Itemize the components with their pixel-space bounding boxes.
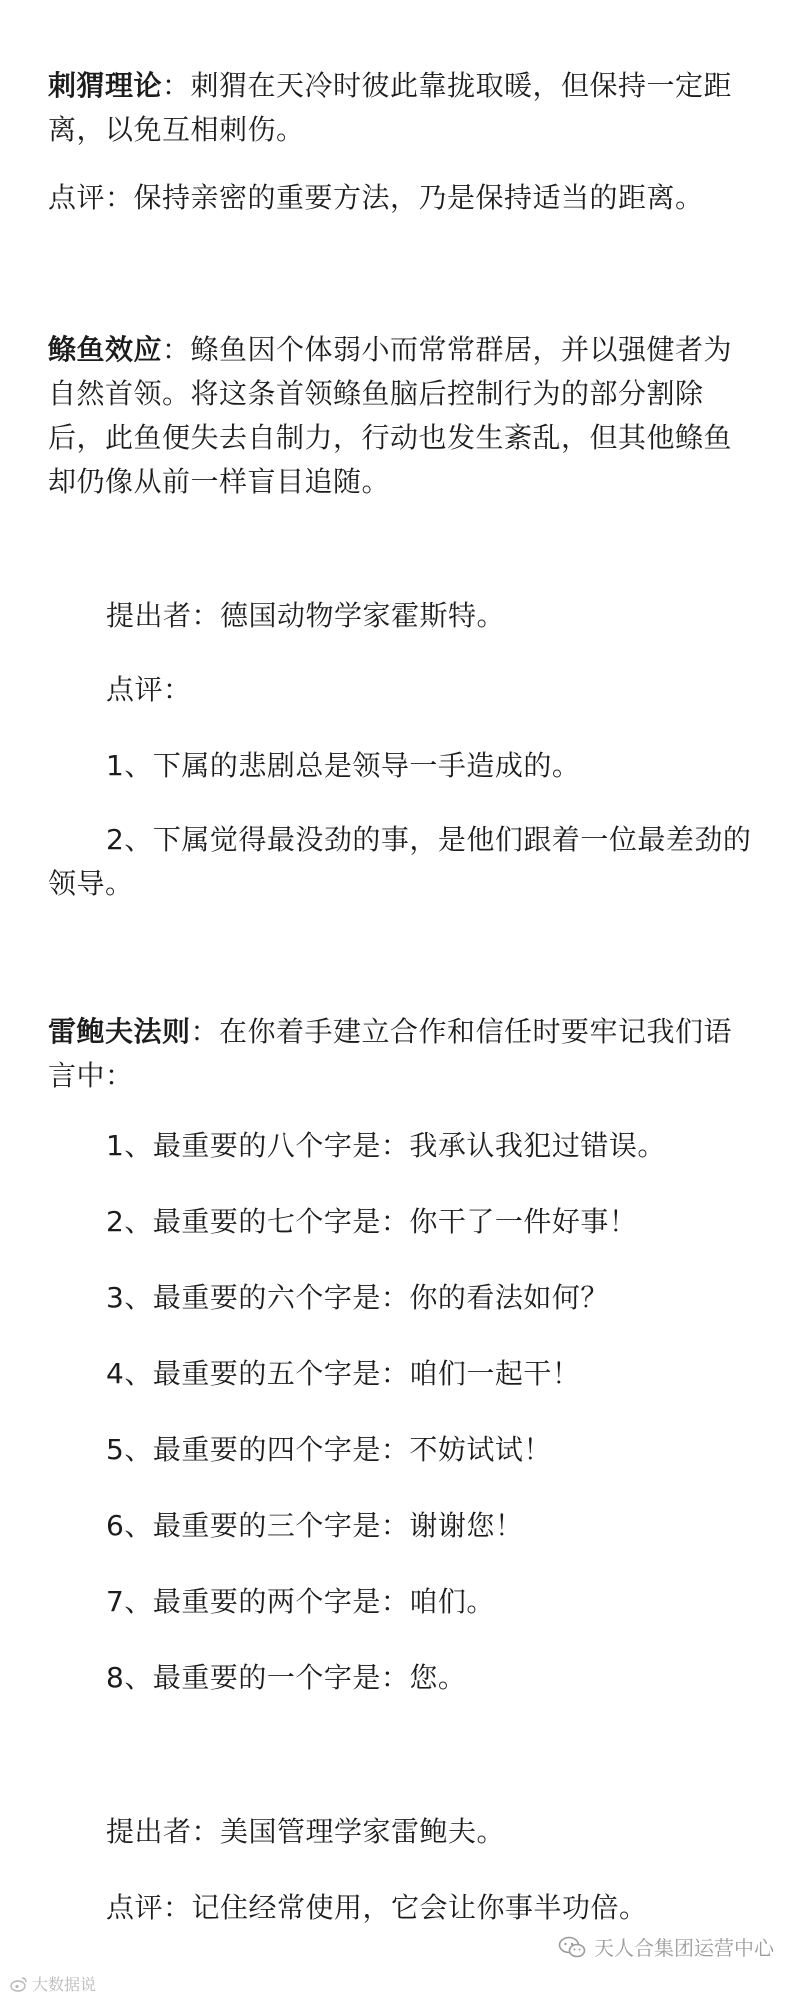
minnow-paragraph xyxy=(48,328,758,504)
hedgehog-title: 刺猬理论 xyxy=(48,69,163,102)
hedgehog-paragraph xyxy=(48,64,758,152)
leibaofu-colon: ： xyxy=(190,1015,220,1048)
weibo-icon xyxy=(10,1976,28,1992)
leibaofu-rule-8: 8、最重要的一个字是：您。 xyxy=(106,1661,467,1694)
leibaofu-rule-5: 5、最重要的四个字是：不妨试试！ xyxy=(106,1433,552,1466)
minnow-proposer: 提出者：德国动物学家霍斯特。 xyxy=(106,599,506,632)
leibaofu-comment: 点评：记住经常使用，它会让你事半功倍。 xyxy=(106,1891,648,1924)
minnow-colon: ： xyxy=(162,333,191,366)
minnow-title: 鲦鱼效应 xyxy=(48,333,163,366)
leibaofu-text: 在你着手建立合作和信任时要牢记我们语言中： xyxy=(48,1015,733,1092)
minnow-point-2: 2、下属觉得最没劲的事，是他们跟着一位最差劲的领导。 xyxy=(48,823,752,900)
leibaofu-title: 雷鲍夫法则 xyxy=(48,1015,191,1048)
minnow-point-1: 1、下属的悲剧总是领导一手造成的。 xyxy=(106,749,581,782)
wechat-icon xyxy=(558,1936,586,1958)
leibaofu-rule-1: 1、最重要的八个字是：我承认我犯过错误。 xyxy=(106,1129,666,1162)
minnow-comment-label: 点评： xyxy=(106,673,192,706)
leibaofu-paragraph xyxy=(48,1010,758,1098)
leibaofu-rule-3: 3、最重要的六个字是：你的看法如何？ xyxy=(106,1281,609,1314)
leibaofu-proposer: 提出者：美国管理学家雷鲍夫。 xyxy=(106,1815,506,1848)
weibo-watermark xyxy=(10,1972,96,1995)
leibaofu-rule-6: 6、最重要的三个字是：谢谢您！ xyxy=(106,1509,524,1542)
hedgehog-colon: ： xyxy=(162,69,191,102)
minnow-text: 鲦鱼因个体弱小而常常群居，并以强健者为自然首领。将这条首领鲦鱼脑后控制行为的部分割除后，此鱼便失去自制力，行动也发生紊乱，但其他鲦鱼却仍像从前一样盲目追随。 xyxy=(48,333,733,498)
hedgehog-comment: 点评：保持亲密的重要方法，乃是保持适当的距离。 xyxy=(48,181,704,214)
leibaofu-rule-4: 4、最重要的五个字是：咱们一起干！ xyxy=(106,1357,581,1390)
leibaofu-rule-7: 7、最重要的两个字是：咱们。 xyxy=(106,1585,495,1618)
hedgehog-text: 刺猬在天冷时彼此靠拢取暖，但保持一定距离，以免互相刺伤。 xyxy=(48,69,733,146)
wechat-watermark xyxy=(558,1932,774,1961)
leibaofu-rule-2: 2、最重要的七个字是：你干了一件好事！ xyxy=(106,1205,638,1238)
weibo-watermark-text: 大数据说 xyxy=(32,1975,97,1994)
wechat-watermark-text: 天人合集团运营中心 xyxy=(594,1936,774,1960)
